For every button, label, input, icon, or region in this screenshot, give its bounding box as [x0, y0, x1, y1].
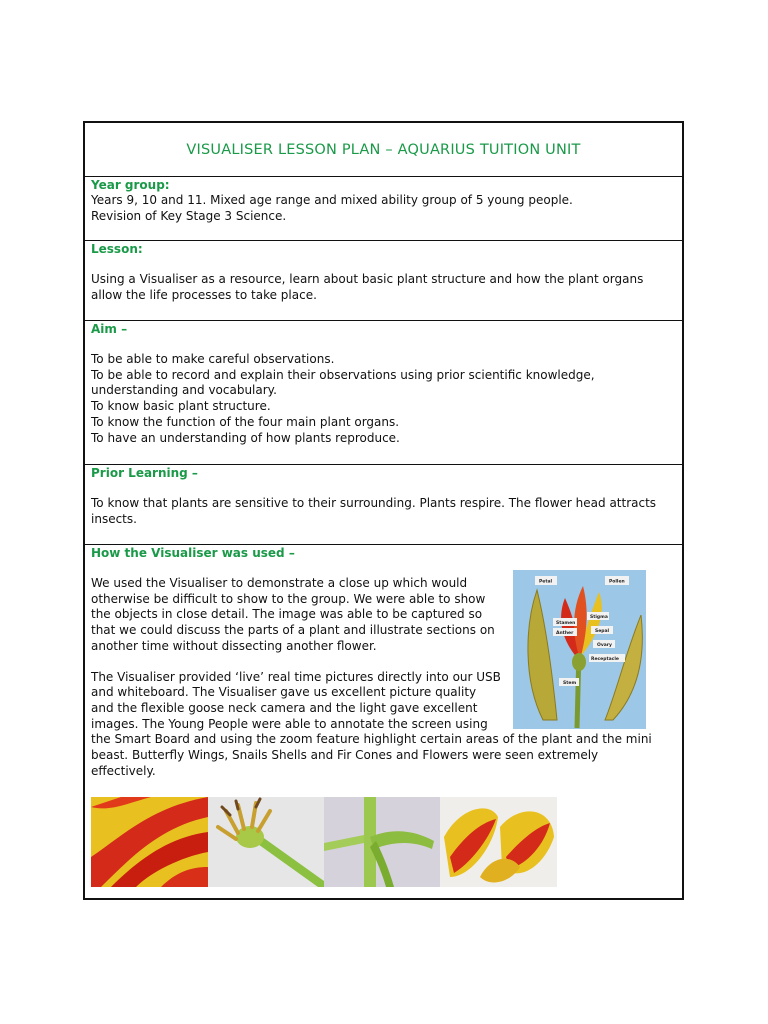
visualiser-para2-line: and whiteboard. The Visualiser gave us excellent picture quality: [91, 685, 477, 700]
visualiser-para1-line: We used the Visualiser to demonstrate a close up which would: [91, 576, 468, 590]
diagram-label: Pollen: [609, 579, 625, 585]
diagram-label: Petal: [539, 579, 553, 585]
prior-learning-heading: Prior Learning –: [91, 466, 198, 480]
title-row: [85, 123, 682, 177]
aim-line: understanding and vocabulary.: [91, 383, 277, 398]
visualiser-para1-line: that we could discuss the parts of a plant and illustrate sections on: [91, 623, 495, 638]
visualiser-para2-line: effectively.: [91, 763, 156, 778]
visualiser-para1-line: another time without dissecting another flower.: [91, 638, 377, 653]
visualiser-para1-line: the objects in close detail. The image was able to be captured so: [91, 607, 483, 622]
diagram-label: Receptacle: [591, 657, 619, 662]
aim-line: To be able to make careful observations.: [91, 352, 335, 366]
visualiser-section: [85, 545, 682, 900]
prior-learning-line: To know that plants are sensitive to their surrounding. Plants respire. The flower head attracts: [91, 496, 657, 510]
year-group-line: Revision of Key Stage 3 Science.: [91, 208, 287, 223]
aim-section: [85, 321, 682, 465]
visualiser-para2-line: beast. Butterfly Wings, Snails Shells and Fir Cones and Flowers were seen extremely: [91, 748, 599, 763]
year-group-heading: Year group:: [91, 178, 170, 192]
visualiser-para2-line: The Visualiser provided ‘live’ real time pictures directly into our USB: [91, 669, 501, 684]
diagram-label: Stem: [563, 681, 577, 686]
photo-strip: [91, 797, 557, 887]
aim-line: To know basic plant structure.: [91, 399, 271, 414]
aim-heading: Aim –: [91, 322, 128, 336]
petals-spread-photo: [440, 797, 557, 887]
petal-closeup-photo: [91, 797, 208, 887]
plant-diagram-image: [513, 570, 646, 729]
page-title: VISUALISER LESSON PLAN – AQUARIUS TUITION UNIT: [186, 142, 581, 158]
prior-learning-line: insects.: [91, 511, 137, 526]
diagram-label: Stamen: [556, 621, 576, 626]
aim-line: To know the function of the four main plant organs.: [91, 414, 400, 429]
lesson-heading: Lesson:: [91, 242, 143, 256]
lesson-line: Using a Visualiser as a resource, learn about basic plant structure and how the plant organs: [91, 272, 644, 286]
prior-learning-section: [85, 465, 682, 545]
year-group-line: Years 9, 10 and 11. Mixed age range and mixed ability group of 5 young people.: [91, 193, 573, 207]
visualiser-para2-line: the Smart Board and using the zoom feature highlight certain areas of the plant and the mini: [91, 732, 652, 747]
diagram-label: Sepal: [595, 629, 610, 634]
year-group-section: [85, 177, 682, 241]
visualiser-heading: How the Visualiser was used –: [91, 546, 295, 560]
diagram-label: Ovary: [597, 643, 612, 648]
aim-line: To be able to record and explain their observations using prior scientific knowledge,: [91, 367, 595, 382]
lesson-line: allow the life processes to take place.: [91, 287, 317, 302]
visualiser-para1-line: otherwise be difficult to show to the group. We were able to show: [91, 591, 486, 606]
stamen-closeup-photo: [208, 797, 324, 887]
diagram-label: Stigma: [590, 615, 608, 620]
lesson-plan-document: [83, 121, 684, 900]
aim-line: To have an understanding of how plants reproduce.: [91, 430, 400, 445]
visualiser-para2-line: images. The Young People were able to annotate the screen using: [91, 716, 488, 731]
stem-closeup-photo: [324, 797, 440, 887]
lesson-section: [85, 241, 682, 321]
diagram-label: Anther: [556, 631, 574, 636]
visualiser-para2-line: and the flexible goose neck camera and the light gave excellent: [91, 700, 478, 715]
